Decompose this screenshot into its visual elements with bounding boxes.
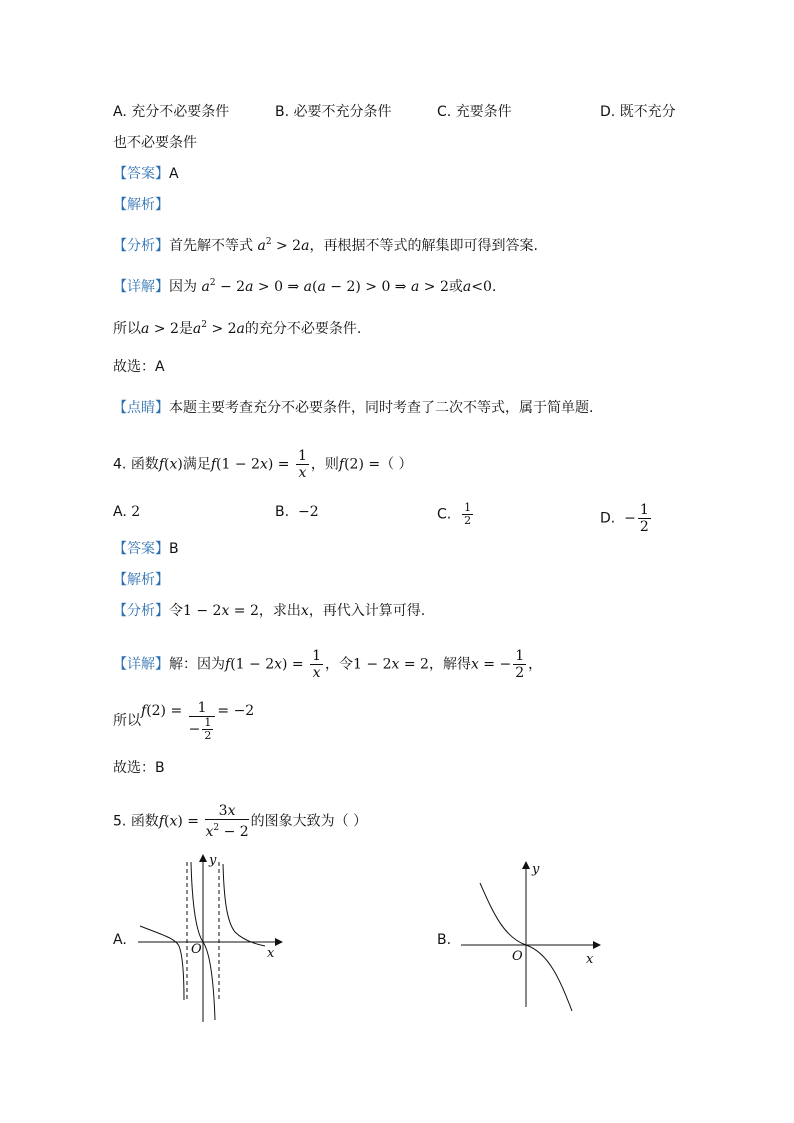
x-axis-label: x — [586, 952, 594, 967]
graph-b-label: B. — [437, 932, 452, 948]
x-axis-arrow-icon — [275, 938, 283, 946]
q3-option-d-continued: 也不必要条件 — [113, 135, 197, 151]
fraction-1-over-x: $\frac{1}{x}$ — [297, 448, 307, 481]
q3-derivation: $a^2 - 2a > 0$ ⇒ a(a − 2) > 0 ⇒ a > 2 — [201, 278, 449, 295]
fraction-3x-over-x2-minus-2: $\frac{3x}{x^2 - 2}$ — [205, 803, 249, 840]
curve-right-branch — [223, 864, 265, 946]
y-axis-arrow-icon — [199, 854, 207, 862]
q4-option-a: A. 2 — [113, 504, 141, 520]
q3-analysis-tag: 【解析】 — [113, 197, 169, 213]
q3-result: a<0. — [462, 279, 497, 295]
origin-label: O — [191, 942, 202, 957]
q3-conclusion: 所以a > 2是$a^2 > 2a$的充分不必要条件. — [113, 320, 362, 337]
q3-choice: 故选：A — [113, 359, 165, 375]
q4-conclusion: 所以f(2) = 1 − $\frac{1}{2}$ = −2 — [113, 700, 255, 742]
q4-analysis-tag: 【解析】 — [113, 572, 169, 588]
q4-option-c: C. $\frac{1}{2}$ — [437, 501, 472, 527]
graph-a — [135, 850, 285, 1030]
q3-dianjing: 【点睛】本题主要考查充分不必要条件，同时考查了二次不等式，属于简单题. — [113, 400, 594, 416]
q4-stem: 4. 函数f(x)满足f(1 − 2x) = $\frac{1}{x}$ ，则f(2) =（ ） — [113, 448, 413, 481]
q3-inequality: $a^2 > 2a$ — [257, 237, 310, 254]
q4-fenxi: 【分析】令1 − 2x = 2，求出x，再代入计算可得. — [113, 603, 426, 619]
x-axis-label: x — [267, 946, 275, 961]
q3-option-c: C. 充要条件 — [437, 104, 512, 120]
graph-a-label: A. — [113, 932, 127, 948]
graph-b — [458, 855, 608, 1025]
q4-option-d: D. − $\frac{1}{2}$ — [600, 502, 649, 535]
q3-option-d: D. 既不充分 — [600, 104, 676, 120]
q4-choice: 故选：B — [113, 760, 165, 776]
q3-option-b: B. 必要不充分条件 — [275, 104, 392, 120]
q5-stem: 5. 函数f(x) = $\frac{3x}{x^2 - 2}$ 的图象大致为（ ） — [113, 803, 368, 840]
q4-option-b: B. −2 — [275, 504, 319, 520]
fraction-one-half: $\frac{1}{2}$ — [639, 502, 649, 535]
y-axis-label: y — [209, 853, 217, 868]
q3-fenxi: 【分析】首先解不等式 $a^2 > 2a$，再根据不等式的解集即可得到答案. — [113, 237, 538, 254]
q3-answer: 【答案】A — [113, 166, 179, 182]
q4-answer: 【答案】B — [113, 541, 179, 557]
y-axis-arrow-icon — [522, 861, 530, 869]
q3-xiangjie: 【详解】因为 $a^2 - 2a > 0$ ⇒ a(a − 2) > 0 ⇒ a > 2或a<0. — [113, 278, 497, 295]
answer-tag: 【答案】 — [113, 166, 169, 182]
x-axis-arrow-icon — [593, 941, 601, 949]
q3-option-a: A. 充分不必要条件 — [113, 104, 230, 120]
y-axis-label: y — [532, 862, 540, 877]
fraction-one-half: $\frac{1}{2}$ — [464, 501, 472, 527]
origin-label: O — [512, 949, 523, 964]
curve-left-branch — [140, 926, 184, 1000]
complex-fraction: 1 − $\frac{1}{2}$ — [189, 700, 216, 742]
q4-xiangjie: 【详解】解：因为f(1 − 2x) = $\frac{1}{x}$ ，令1 − 2x = 2，解得x = − $\frac{1}{2}$ ， — [113, 648, 543, 681]
